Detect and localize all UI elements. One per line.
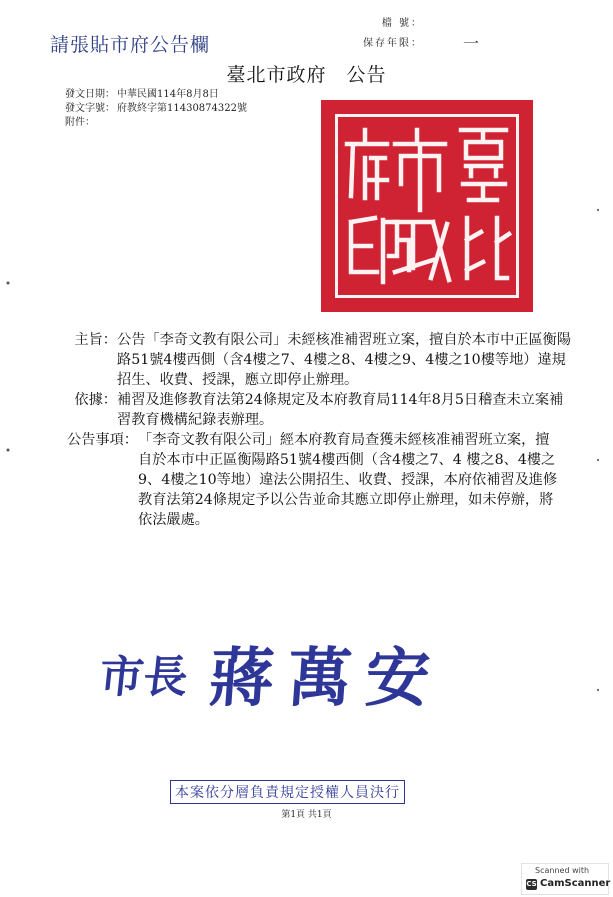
subject-paragraph [0,330,613,390]
meta-attachment-key: 附件： [65,117,95,128]
meta-date-key: 發文日期： [65,89,115,100]
seal-glyphs [321,100,533,312]
notice-items-text: 「李奇文教有限公司」經本府教育局查獲未經核准補習班立案，擅自於本市中正區衡陽路51號4樓西側（含4樓之7、4 樓之8、4樓之9、4樓之10等地）違法公開招生、收費、授課，本府依補習及進修教育法第24條規定予以公告並命其應立即停止辦理，如未停辦，將依法嚴處。 [138,432,558,528]
meta-number-row [65,102,247,116]
meta-number-key: 發文字號： [65,103,115,114]
meta-attachment-row [65,116,247,130]
document-meta [65,88,247,130]
meta-date-row [65,88,247,102]
scan-dot [597,209,599,211]
mayor-name: 蔣萬安 [206,641,447,716]
scan-dot [597,689,599,691]
subject-heading: 主旨： [74,332,117,348]
archive-number-value [423,14,573,34]
mayor-signature [96,638,447,716]
notice-body [0,330,613,530]
mayor-title: 市長 [96,652,191,703]
page-number: 第1頁 共1頁 [281,810,332,820]
authorization-stamp: 本案依分層負責規定授權人員決行 [170,780,405,804]
retention-value: 一 [463,34,480,53]
meta-number-value: 府教終字第11430874322號 [117,103,247,114]
notice-items-paragraph [0,430,613,530]
camscanner-brand: CamScanner [540,878,611,889]
document-title: 臺北市政府 公告 [226,64,387,86]
basis-heading: 依據： [74,392,117,408]
scanned-with-label: Scanned with [535,866,590,875]
camscanner-watermark [521,863,609,895]
camscanner-logo-icon: CS [526,880,537,888]
basis-paragraph [0,390,613,430]
notice-items-heading: 公告事項： [67,432,138,448]
archive-number-label: 檔 號： [381,18,423,29]
official-seal [321,100,533,312]
scan-dot [7,282,10,285]
archive-info [363,14,573,54]
retention-label: 保存年限： [363,38,423,49]
meta-date-value: 中華民國114年8月8日 [117,89,219,100]
basis-text: 補習及進修教育法第24條規定及本府教育局114年8月5日稽查未立案補習教育機構紀錄表辦理。 [117,392,564,428]
subject-text: 公告「李奇文教有限公司」未經核准補習班立案，擅自於本市中正區衡陽路51號4樓西側（含4樓之7、4樓之8、4樓之9、4樓之10樓等地）違規招生、收費、授課，應立即停止辦理。 [117,332,572,388]
posting-stamp: 請張貼市府公告欄 [50,34,211,56]
